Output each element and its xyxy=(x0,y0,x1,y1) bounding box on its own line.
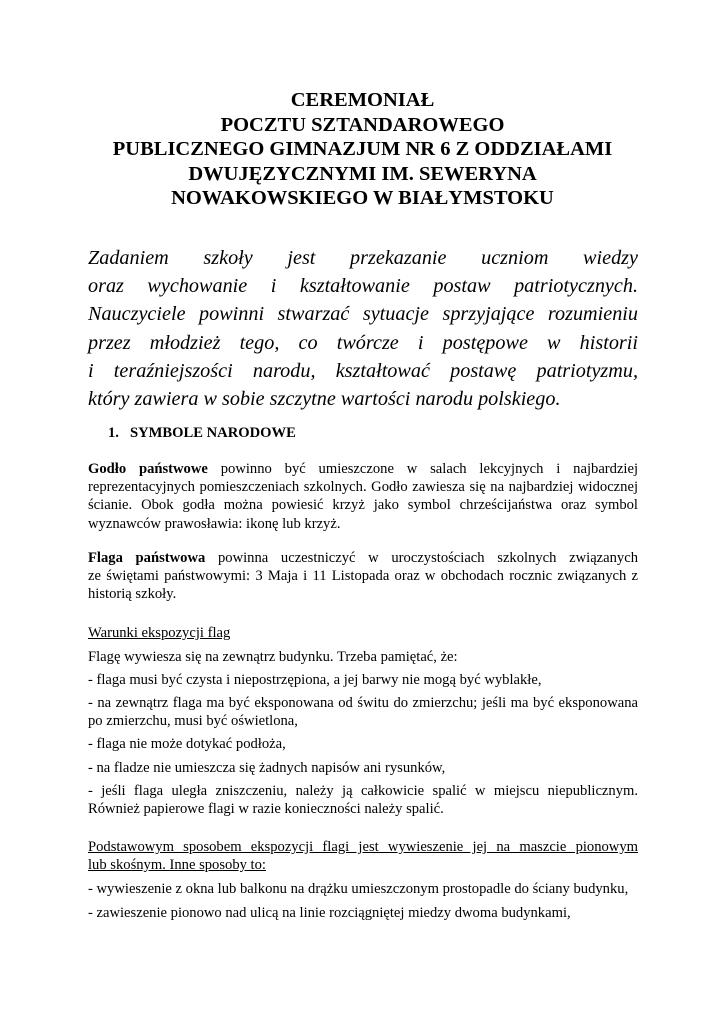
paragraph-line: Flagę wywiesza się na zewnątrz budynku. Trzeba pamiętać, że: xyxy=(88,649,458,665)
paragraph-text: powinno być umieszczone w salach lekcyjnych i najbardziej xyxy=(207,461,639,477)
list-item: - zawieszenie pionowo nad ulicą na linie rozciągniętej miedzy dwoma budynkami, xyxy=(88,905,571,921)
section-number: 1. xyxy=(108,425,119,441)
paragraph-line: ze świętami państwowymi: 3 Maja i 11 Listopada oraz w obchodach rocznic związanych z xyxy=(88,568,638,585)
title-line: PUBLICZNEGO GIMNAZJUM NR 6 Z ODDZIAŁAMI xyxy=(112,138,613,161)
list-item: - na fladze nie umieszcza się żadnych napisów ani rysunków, xyxy=(88,760,446,776)
intro-line: oraz wychowanie i kształtowanie postaw patriotycznych. xyxy=(88,275,638,298)
title-line: NOWAKOWSKIEGO W BIAŁYMSTOKU xyxy=(171,187,554,210)
warunki-item xyxy=(88,759,638,777)
paragraph-line: wyznawców prawosławia: ikonę lub krzyż. xyxy=(88,515,341,532)
paragraph-text: powinna uczestniczyć w uroczystościach szkolnych związanych xyxy=(205,550,639,566)
document-title xyxy=(60,88,665,211)
intro-line: i teraźniejszości narodu, kształtować postawę patriotyzmu, xyxy=(88,359,638,382)
paragraph-line: ścianie. Obok godła można powiesić krzyż jako symbol chrześcijaństwa oraz symbol xyxy=(88,497,638,514)
godlo-paragraph xyxy=(88,460,638,533)
section-heading xyxy=(108,425,296,442)
warunki-heading: Warunki ekspozycji flag xyxy=(88,625,231,641)
paragraph-line: Podstawowym sposobem ekspozycji flagi jest wywieszenie jej na maszcie pionowym xyxy=(88,839,638,855)
paragraph-line: reprezentacyjnych pomieszczeniach szkolnych. Godło zawiesza się na najbardziej widocznej xyxy=(88,479,638,496)
warunki-intro xyxy=(88,648,638,666)
intro-line: przez młodzież tego, co twórcze i postępowe w historii xyxy=(88,331,638,354)
list-item: po zmierzchu, musi być oświetlona, xyxy=(88,713,298,730)
title-line: DWUJĘZYCZNYMI IM. SEWERYNA xyxy=(188,162,537,185)
title-line: POCZTU SZTANDAROWEGO xyxy=(220,113,505,136)
list-item: - jeśli flaga uległa zniszczeniu, należy ją całkowicie spalić w miejscu niepublicznym. xyxy=(88,783,638,799)
warunki-item xyxy=(88,782,638,818)
list-item: - flaga musi być czysta i niepostrzępiona, a jej barwy nie mogą być wyblakłe, xyxy=(88,672,542,688)
warunki-item xyxy=(88,671,638,689)
godlo-lead: Godło państwowe xyxy=(88,461,208,477)
section-heading-text: SYMBOLE NARODOWE xyxy=(130,425,296,441)
flaga-lead: Flaga państwowa xyxy=(88,550,206,566)
intro-line: Zadaniem szkoły jest przekazanie uczniom wiedzy xyxy=(88,247,638,269)
paragraph-line: lub skośnym. Inne sposoby to: xyxy=(88,857,266,874)
warunki-item xyxy=(88,694,638,730)
list-item: - na zewnątrz flaga ma być eksponowana od świtu do zmierzchu; jeśli ma być eksponowana xyxy=(88,695,638,711)
intro-line: Nauczyciele powinni stwarzać sytuacje sprzyjające rozumieniu xyxy=(88,303,638,326)
podstawowy-heading xyxy=(88,838,638,874)
paragraph-line xyxy=(88,549,638,567)
flaga-paragraph xyxy=(88,549,638,604)
warunki-item xyxy=(88,735,638,753)
list-item: - wywieszenie z okna lub balkonu na drążku umieszczonym prostopadle do ściany budynku, xyxy=(88,881,629,897)
intro-line: który zawiera w sobie szczytne wartości narodu polskiego. xyxy=(88,388,561,411)
intro-paragraph xyxy=(88,244,638,413)
list-item: - flaga nie może dotykać podłoża, xyxy=(88,736,286,752)
paragraph-line: historią szkoły. xyxy=(88,586,177,603)
paragraph-line xyxy=(88,460,638,478)
warunki-section xyxy=(88,624,638,642)
podstawowy-item xyxy=(88,880,638,898)
podstawowy-item xyxy=(88,904,638,922)
title-line: CEREMONIAŁ xyxy=(290,89,435,111)
list-item: Również papierowe flagi w razie konieczności należy spalić. xyxy=(88,801,444,818)
